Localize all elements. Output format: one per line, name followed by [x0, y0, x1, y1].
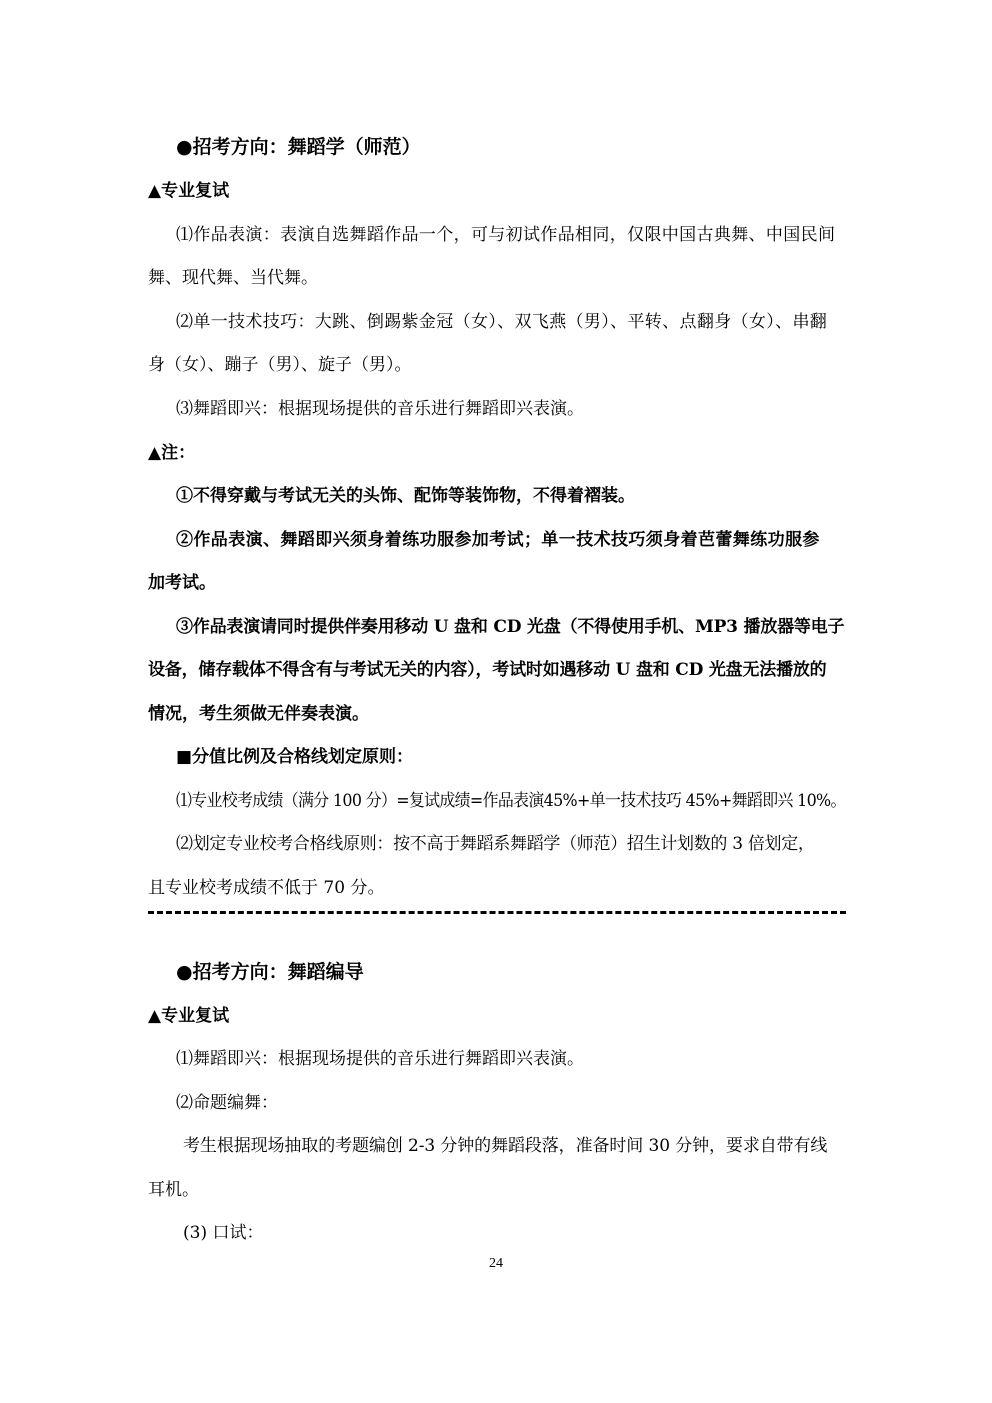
score-item-2-line1: ⑵划定专业校考合格线原则：按不高于舞蹈系舞蹈学（师范）招生计划数的 3 倍划定， [176, 834, 815, 854]
item-performance-line1: ⑴作品表演：表演自选舞蹈作品一个，可与初试作品相同，仅限中国古典舞、中国民间 [176, 225, 836, 245]
note-3-line1: ③作品表演请同时提供伴奏用移动 U 盘和 CD 光盘（不得使用手机、MP3 播放器等电子 [176, 617, 845, 637]
score-item-2-line2: 且专业校考成绩不低于 70 分。 [148, 878, 385, 898]
item-technique-line2: 身（女）、蹦子（男）、旋子（男）。 [148, 355, 412, 375]
note-title: ▲注： [148, 443, 196, 463]
score-item-1: ⑴专业校考成绩（满分 100 分）=复试成绩=作品表演45%+单一技术技巧 45%+舞蹈即兴 10%。 [176, 791, 846, 811]
item-improvisation-2: ⑴舞蹈即兴：根据现场提供的音乐进行舞蹈即兴表演。 [176, 1049, 584, 1069]
item-composition: ⑵命题编舞： [176, 1093, 278, 1113]
retest-title: ▲专业复试 [148, 181, 230, 201]
note-3-line2: 设备，储存载体不得含有与考试无关的内容），考试时如遇移动 U 盘和 CD 光盘无法播放的 [148, 660, 827, 680]
section-heading-choreography: ●招考方向：舞蹈编导 [176, 961, 364, 983]
note-3-line3: 情况，考生须做无伴奏表演。 [148, 704, 369, 724]
note-2-line1: ②作品表演、舞蹈即兴须身着练功服参加考试；单一技术技巧须身着芭蕾舞练功服参 [176, 530, 820, 550]
score-title: ■分值比例及合格线划定原则： [176, 747, 414, 767]
item-improvisation: ⑶舞蹈即兴：根据现场提供的音乐进行舞蹈即兴表演。 [176, 399, 584, 419]
note-2-line2: 加考试。 [148, 573, 216, 593]
item-composition-desc-line1: 考生根据现场抽取的考题编创 2-3 分钟的舞蹈段落，准备时间 30 分钟，要求自带有线 [183, 1136, 828, 1156]
item-oral-exam: (3) 口试： [183, 1223, 264, 1243]
retest-title-2: ▲专业复试 [148, 1006, 230, 1026]
section-heading-dance-studies: ●招考方向：舞蹈学（师范） [176, 136, 421, 158]
item-composition-desc-line2: 耳机。 [148, 1180, 199, 1200]
item-performance-line2: 舞、现代舞、当代舞。 [148, 268, 318, 288]
item-technique-line1: ⑵单一技术技巧：大跳、倒踢紫金冠（女）、双飞燕（男）、平转、点翻身（女）、串翻 [176, 312, 828, 332]
note-1: ①不得穿戴与考试无关的头饰、配饰等装饰物，不得着褶装。 [176, 486, 635, 506]
section-divider [148, 911, 846, 914]
page-number: 24 [489, 1256, 503, 1271]
